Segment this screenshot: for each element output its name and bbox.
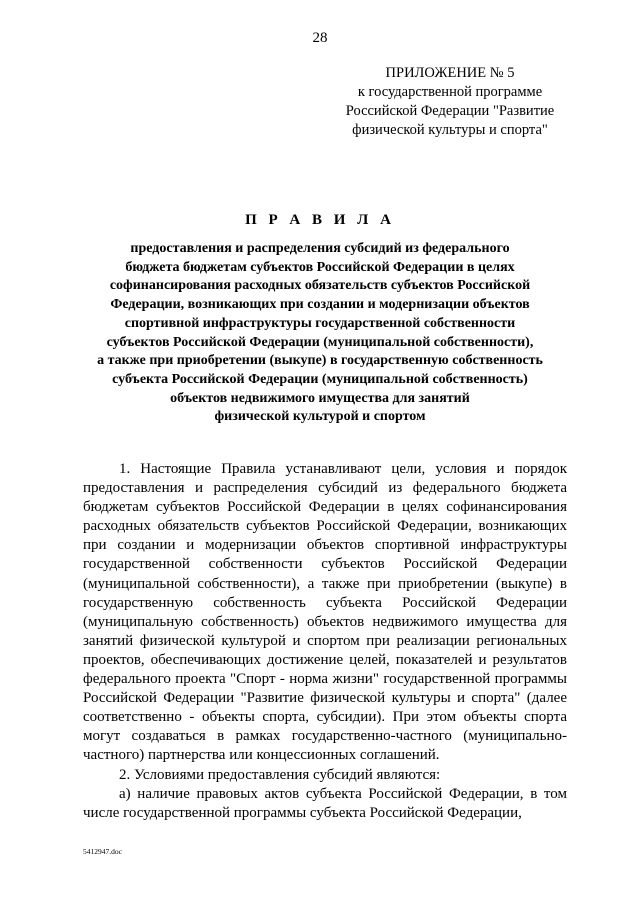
paragraph: а) наличие правовых актов субъекта Российской Федерации, в том числе государственной программы субъекта Российской Федерации, bbox=[83, 785, 567, 821]
paragraph: 2. Условиями предоставления субсидий являются: bbox=[119, 766, 441, 783]
subtitle-line: спортивной инфраструктуры государственной собственности bbox=[124, 315, 516, 331]
appendix-line: физической культуры и спорта" bbox=[352, 122, 548, 138]
page-number: 28 bbox=[312, 30, 328, 46]
appendix-line: Российской Федерации "Развитие bbox=[345, 103, 555, 119]
document-body bbox=[83, 460, 567, 823]
document-title: П Р А В И Л А bbox=[245, 212, 395, 228]
appendix-line: к государственной программе bbox=[357, 84, 543, 100]
paragraph: 1. Настоящие Правила устанавливают цели, условия и порядок предоставления и распределения субсидий из федерального бюджета бюджетам субъектов Российской Федерации в целях софинансирования расходных обязательств субъектов Российской Федерации, возникающих при создании и модернизации объектов спортивной инфраструктуры государственной собственности субъектов Российской Федерации (муниципальной собственности), а также при приобретении (выкупе) в государственную собственность субъекта Российской Федерации (муниципальную собственность) объектов недвижимого имущества для занятий физической культурой и спортом при реализации региональных проектов, обеспечивающих достижение целей, показателей и результатов федерального проекта "Спорт - норма жизни" государственной программы Российской Федерации "Развитие физической культуры и спорта" (далее соответственно - объекты спорта, субсидии). При этом объекты спорта могут создаваться в рамках государственно-частного (муниципально-частного) партнерства или концессионных соглашений. bbox=[83, 461, 567, 764]
subtitle-line: объектов недвижимого имущества для занятий bbox=[170, 390, 470, 406]
subtitle-line: предоставления и распределения субсидий из федерального bbox=[130, 241, 510, 256]
subtitle-line: бюджета бюджетам субъектов Российской Федерации в целях bbox=[125, 259, 515, 275]
document-subtitle bbox=[70, 240, 570, 427]
subtitle-line: а также при приобретении (выкупе) в государственную собственность bbox=[97, 353, 543, 369]
appendix-line: ПРИЛОЖЕНИЕ № 5 bbox=[385, 65, 515, 81]
subtitle-line: софинансирования расходных обязательств субъектов Российской bbox=[109, 278, 531, 294]
footer-file-code: 5412947.doc bbox=[83, 847, 122, 856]
subtitle-line: физической культурой и спортом bbox=[214, 409, 426, 425]
subtitle-line: субъектов Российской Федерации (муниципальной собственности), bbox=[106, 334, 534, 350]
subtitle-line: Федерации, возникающих при создании и модернизации объектов bbox=[110, 297, 530, 313]
appendix-block bbox=[330, 64, 570, 140]
subtitle-line: субъекта Российской Федерации (муниципальной собственность) bbox=[112, 371, 528, 387]
